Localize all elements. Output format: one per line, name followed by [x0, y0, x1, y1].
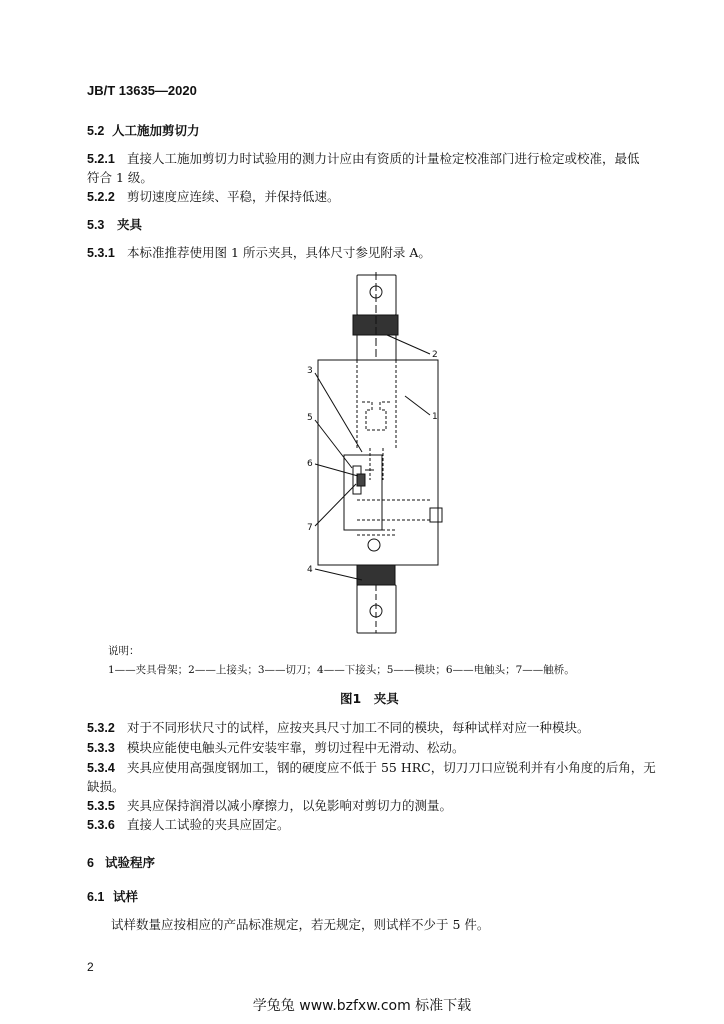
clause-text: 本标准推荐使用图 1 所示夹具，具体尺寸参见附录 A。 — [127, 245, 431, 260]
document-id: JB/T 13635—2020 — [87, 83, 197, 98]
section-number: 6.1 — [87, 890, 105, 904]
page-number: 2 — [87, 960, 94, 974]
section-heading-5-2 — [87, 121, 200, 139]
clause-number: 5.3.1 — [87, 246, 115, 260]
clause-5-2-1 — [87, 149, 640, 167]
callout-6: 6 — [307, 459, 313, 469]
callout-4: 4 — [307, 565, 313, 575]
clause-number: 5.3.6 — [87, 818, 115, 832]
clause-text: 直接人工试验的夹具应固定。 — [127, 817, 290, 832]
section-number: 6 — [87, 856, 94, 870]
fixture-body — [318, 360, 438, 565]
section-title: 试样 — [113, 890, 139, 904]
clause-5-3-5 — [87, 796, 452, 814]
callout-3: 3 — [307, 366, 313, 376]
internal-slot-dashed — [362, 402, 390, 430]
section-title: 夹具 — [117, 218, 143, 232]
section-number: 5.3 — [87, 218, 105, 232]
clause-5-3-4 — [87, 758, 656, 776]
callout-2: 2 — [432, 350, 438, 360]
clause-text: 剪切速度应连续、平稳，并保持低速。 — [127, 189, 340, 204]
figure-caption: 图1 夹具 — [340, 691, 399, 706]
clause-5-2-1-continuation: 符合 1 级。 — [87, 170, 153, 185]
figure-legend: 1——夹具骨架；2——上接头；3——切刀；4——下接头；5——模块；6——电触头；7——触桥。 — [108, 664, 575, 676]
callout-5: 5 — [307, 413, 313, 423]
clause-5-3-3 — [87, 738, 465, 756]
section-heading-6 — [87, 853, 155, 871]
clause-number: 5.3.4 — [87, 761, 115, 775]
clause-number: 5.2.1 — [87, 152, 115, 166]
lower-hole — [368, 539, 380, 551]
clause-text: 模块应能使电触头元件安装牢靠，剪切过程中无滑动、松动。 — [127, 740, 465, 755]
electrical-contact — [357, 474, 365, 486]
section-title: 人工施加剪切力 — [112, 124, 200, 138]
clause-text: 对于不同形状尺寸的试样，应按夹具尺寸加工不同的模块，每种试样对应一种模块。 — [127, 720, 590, 735]
section-title: 试验程序 — [105, 856, 156, 870]
clause-text: 夹具应使用高强度钢加工，钢的硬度应不低于 55 HRC，切刀刀口应锐利并有小角度的后角，无 — [127, 760, 656, 775]
clause-5-2-2 — [87, 187, 340, 205]
clause-text: 夹具应保持润滑以减小摩擦力，以免影响对剪切力的测量。 — [127, 798, 453, 813]
clause-number: 5.2.2 — [87, 190, 115, 204]
clause-text: 直接人工施加剪切力时试验用的测力计应由有资质的计量检定校准部门进行检定或校准，最低 — [127, 151, 640, 166]
figure-1-fixture-drawing — [0, 270, 724, 640]
clause-number: 5.3.2 — [87, 721, 115, 735]
section-heading-5-3 — [87, 215, 142, 233]
figure-legend-title: 说明： — [108, 645, 140, 657]
clause-5-3-6 — [87, 815, 290, 833]
callout-7: 7 — [307, 523, 313, 533]
clause-5-3-1 — [87, 243, 431, 261]
clause-number: 5.3.5 — [87, 799, 115, 813]
callout-1: 1 — [432, 412, 438, 422]
clause-5-3-4-continuation: 缺损。 — [87, 779, 125, 794]
section-heading-6-1 — [87, 887, 138, 905]
module — [344, 455, 382, 530]
side-screw-head — [430, 508, 442, 522]
paragraph-6-1: 试样数量应按相应的产品标准规定，若无规定，则试样不少于 5 件。 — [111, 917, 490, 932]
lower-nut — [357, 565, 395, 585]
clause-number: 5.3.3 — [87, 741, 115, 755]
section-number: 5.2 — [87, 124, 105, 138]
clause-5-3-2 — [87, 718, 590, 736]
footer-watermark: 学兔兔 www.bzfxw.com 标准下载 — [252, 998, 472, 1014]
